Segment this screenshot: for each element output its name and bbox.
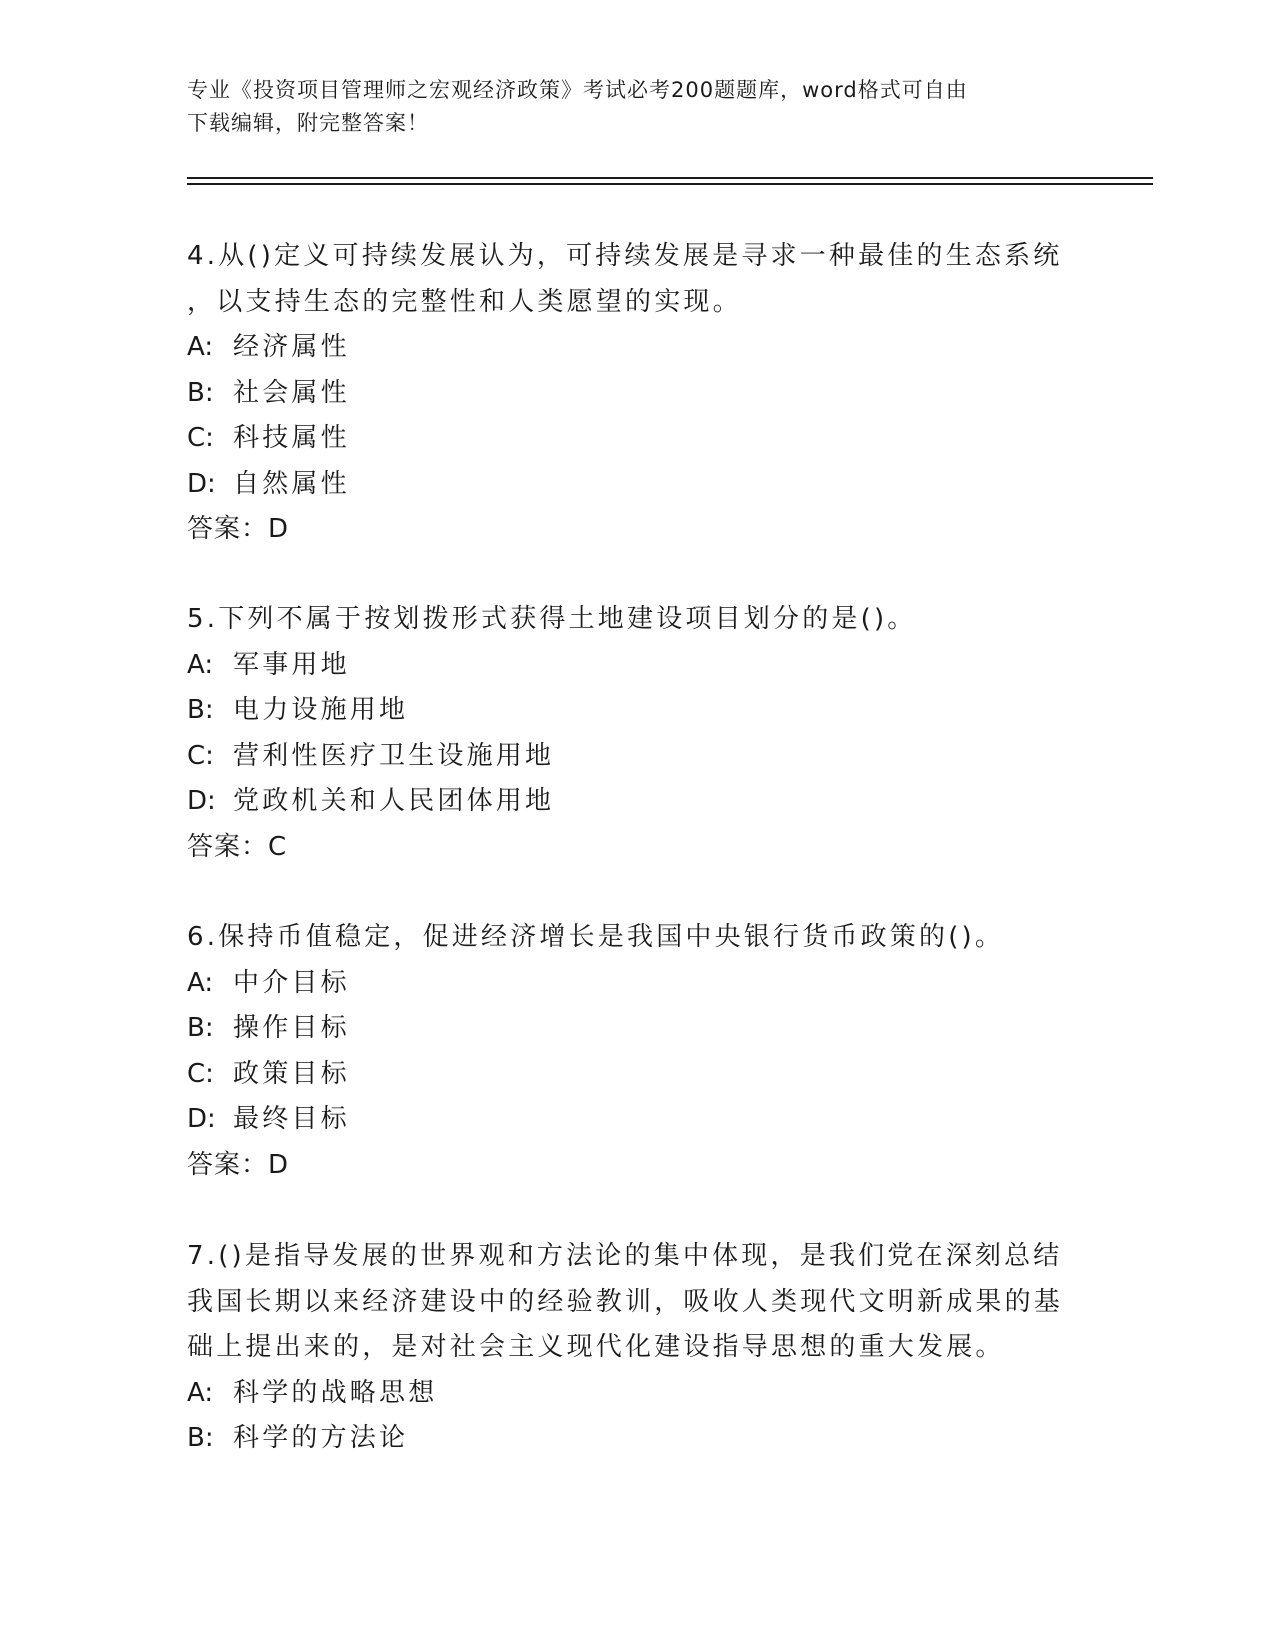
answer: 答案：C [187, 831, 288, 862]
question-stem-line: 6.保持币值稳定，促进经济增长是我国中央银行货币政策的()。 [187, 922, 1005, 952]
option-text: 政策目标 [233, 1058, 350, 1089]
option-text: 经济属性 [233, 332, 350, 362]
header-line-2: 下载编辑，附完整答案！ [187, 111, 429, 135]
header-line-1: 专业《投资项目管理师之宏观经济政策》考试必考200题题库，word格式可自由 [187, 78, 968, 102]
option-a [187, 961, 1067, 1007]
option-label: D: [187, 786, 216, 816]
option-b [187, 688, 1067, 734]
header-divider-bottom [187, 183, 1153, 185]
option-label: D: [187, 1104, 216, 1134]
option-d [187, 1097, 1067, 1143]
option-label: C: [187, 740, 214, 771]
option-text: 科学的方法论 [233, 1423, 409, 1453]
document-header [187, 74, 1087, 140]
option-label: B: [187, 695, 214, 725]
question-5 [187, 597, 1067, 870]
option-b [187, 1416, 1067, 1462]
option-c [187, 416, 1067, 462]
option-label: B: [187, 1013, 214, 1043]
question-stem-line: 7.()是指导发展的世界观和方法论的集中体现，是我们党在深刻总结 [187, 1241, 1063, 1271]
option-label: A: [187, 332, 214, 362]
option-text: 军事用地 [233, 649, 350, 680]
answer: 答案：D [187, 1149, 290, 1180]
option-d [187, 462, 1067, 508]
option-text: 最终目标 [233, 1104, 350, 1134]
question-stem-line: 我国长期以来经济建设中的经验教训，吸收人类现代文明新成果的基 [187, 1286, 1064, 1317]
option-text: 操作目标 [233, 1013, 350, 1043]
question-7 [187, 1234, 1067, 1462]
option-a [187, 643, 1067, 689]
option-a [187, 1371, 1067, 1417]
question-stem-line: 5.下列不属于按划拨形式获得土地建设项目划分的是()。 [187, 604, 917, 634]
option-text: 科技属性 [233, 423, 350, 453]
option-b [187, 371, 1067, 417]
option-label: D: [187, 468, 216, 499]
option-label: B: [187, 1423, 214, 1453]
option-b [187, 1006, 1067, 1052]
question-6 [187, 915, 1067, 1188]
option-label: A: [187, 649, 214, 680]
option-c [187, 734, 1067, 780]
option-text: 中介目标 [233, 967, 350, 998]
option-a [187, 325, 1067, 371]
question-stem-line: ，以支持生态的完整性和人类愿望的实现。 [187, 286, 742, 317]
option-text: 社会属性 [233, 377, 350, 408]
question-4 [187, 234, 1067, 553]
question-stem-line: 础上提出来的，是对社会主义现代化建设指导思想的重大发展。 [187, 1332, 1005, 1362]
option-text: 电力设施用地 [233, 695, 409, 725]
option-label: A: [187, 967, 214, 998]
option-text: 科学的战略思想 [233, 1377, 438, 1408]
option-d [187, 779, 1067, 825]
option-text: 自然属性 [233, 468, 350, 499]
answer: 答案：D [187, 514, 290, 544]
option-label: C: [187, 423, 214, 453]
option-text: 党政机关和人民团体用地 [233, 786, 555, 816]
header-divider-top [187, 177, 1153, 179]
option-label: B: [187, 377, 214, 408]
option-text: 营利性医疗卫生设施用地 [233, 740, 555, 771]
option-label: A: [187, 1377, 214, 1408]
question-stem-line: 4.从()定义可持续发展认为，可持续发展是寻求一种最佳的生态系统 [187, 241, 1063, 271]
option-label: C: [187, 1058, 214, 1089]
option-c [187, 1052, 1067, 1098]
